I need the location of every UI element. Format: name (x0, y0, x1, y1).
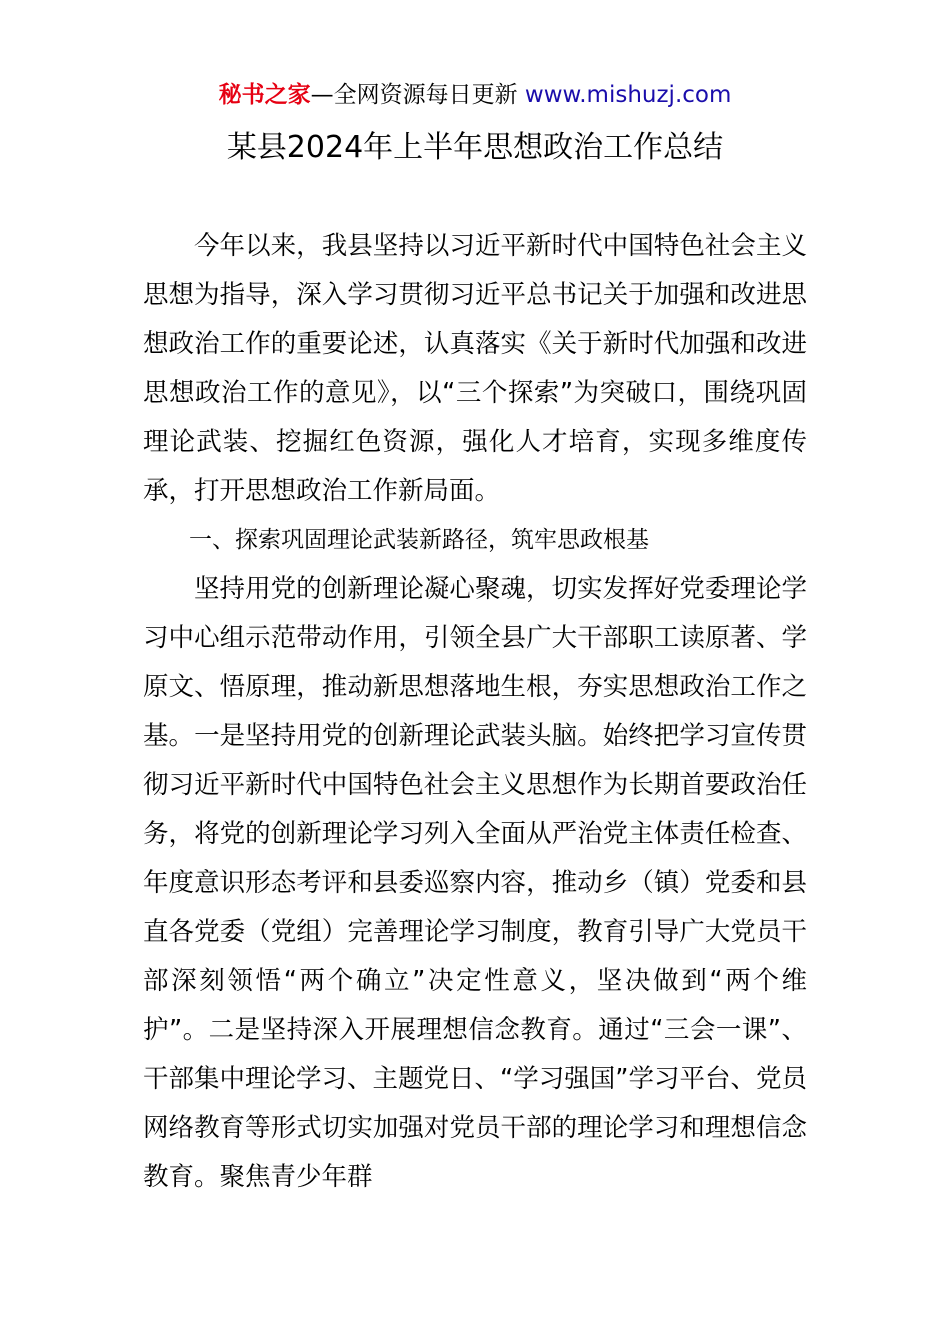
site-tagline: —全网资源每日更新 (310, 82, 518, 108)
section-heading: 一、探索巩固理论武装新路径，筑牢思政根基 (189, 527, 649, 553)
document-body (143, 222, 807, 1202)
site-header (0, 78, 950, 112)
site-url-link[interactable]: www.mishuzj.com (524, 82, 732, 108)
intro-paragraph: 今年以来，我县坚持以习近平新时代中国特色社会主义思想为指导，深入学习贯彻习近平总书记关于加强和改进思想政治工作的重要论述，认真落实《关于新时代加强和改进思想政治工作的意见》，以“三个探索”为突破口，围绕巩固理论武装、挖掘红色资源，强化人才培育，实现多维度传承，打开思想政治工作新局面。 (143, 231, 807, 506)
document-title: 某县2024年上半年思想政治工作总结 (226, 130, 724, 165)
body-paragraph: 坚持用党的创新理论凝心聚魂，切实发挥好党委理论学习中心组示范带动作用，引领全县广大干部职工读原著、学原文、悟原理，推动新思想落地生根，夯实思想政治工作之基。一是坚持用党的创新理论武装头脑。始终把学习宣传贯彻习近平新时代中国特色社会主义思想作为长期首要政治任务，将党的创新理论学习列入全面从严治党主体责任检查、年度意识形态考评和县委巡察内容，推动乡（镇）党委和县直各党委（党组）完善理论学习制度，教育引导广大党员干部深刻领悟“两个确立”决定性意义，坚决做到“两个维护”。二是坚持深入开展理想信念教育。通过“三会一课”、干部集中理论学习、主题党日、“学习强国”学习平台、党员网络教育等形式切实加强对党员干部的理论学习和理想信念教育。聚焦青少年群 (143, 574, 807, 1192)
site-brand: 秘书之家 (218, 82, 311, 108)
